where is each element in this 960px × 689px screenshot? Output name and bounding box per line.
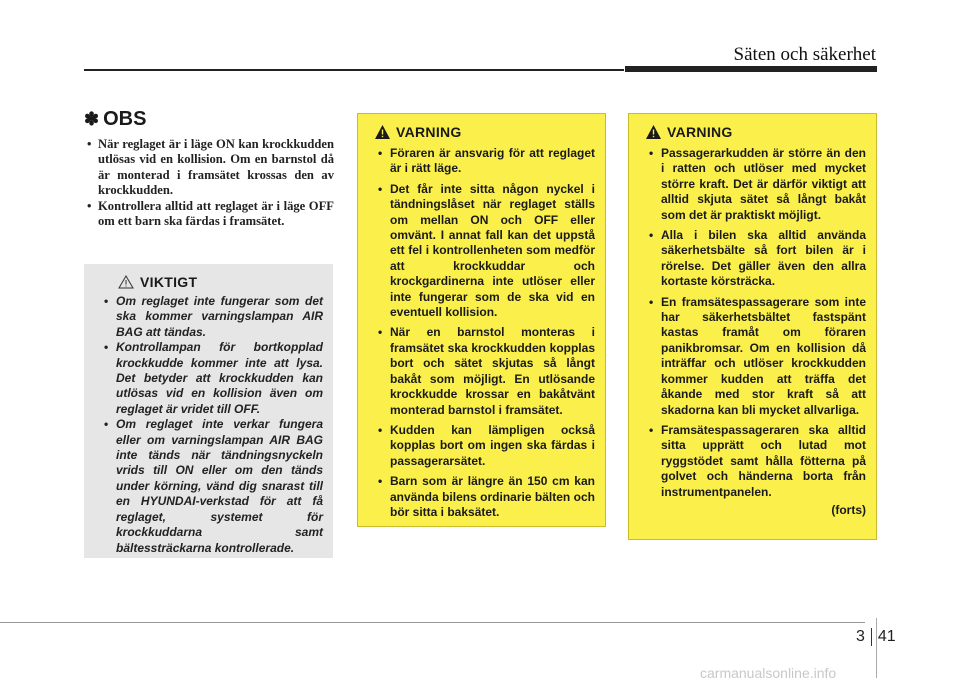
- obs-item: • Kontrollera alltid att reglaget är i läge OFF om ett barn ska färdas i framsätet.: [84, 199, 334, 230]
- viktigt-box: [84, 264, 333, 558]
- watermark-text: carmanualsonline.info: [700, 665, 837, 681]
- chapter-number: 3: [856, 628, 865, 645]
- varning-item: • Det får inte sitta någon nyckel i tändningslåset när reglaget ställs om mellan ON och OFF eller omvänt. I annat fall kan det uppstå ett fel i kontrollenheten som medför att krockkuddar och krockgardinerna inte utlöser eller inte fungerar som de ska vid en eventuell kollision.: [368, 182, 595, 321]
- warning-icon: [374, 124, 391, 140]
- varning-box-2: [628, 113, 877, 540]
- warning-icon: [645, 124, 662, 140]
- obs-heading: [84, 108, 334, 131]
- page-number-value: 41: [877, 628, 896, 645]
- viktigt-list: [94, 294, 323, 556]
- obs-item: • När reglaget är i läge ON kan krockkudden utlösas vid en kollision. Om en barnstol då är monterad i framsätet krossas den av krockkudden.: [84, 137, 334, 199]
- varning-item: • En framsätespassagerare som inte har säkerhetsbältet fastspänt kastas framåt om föraren panikbromsar. Om en kollision då inträffar och utlöser krockkudden kommer kudden att träffa det åkande med stor kraft så att skadorna kan bli mycket allvarliga.: [639, 295, 866, 418]
- header-accent-bar: [625, 66, 877, 72]
- varning-heading: [639, 124, 866, 140]
- varning-heading: [368, 124, 595, 140]
- varning-title: VARNING: [396, 124, 462, 140]
- footer-vertical-rule: [876, 618, 877, 678]
- viktigt-item: • Om reglaget inte verkar fungera eller om varningslampan AIR BAG inte tänds när tändningsnyckeln vrids till ON eller om den tänds under körning, vänd dig snarast till en HYUNDAI-verkstad för att få reglaget, systemet för krockkuddarna samt bältessträckarna kontrollerade.: [94, 417, 323, 556]
- obs-note: [84, 108, 334, 229]
- varning-item: • Passagerarkudden är större än den i ratten och utlöser med mycket större kraft. Det är därför viktigt att alltid skjuta sätet så långt bakåt som det är praktiskt möjligt.: [639, 146, 866, 223]
- page-number: [856, 628, 896, 646]
- header-divider: [84, 69, 624, 71]
- viktigt-item: • Kontrollampan för bortkopplad krockkudde kommer inte att lysa. Det betyder att krockkudden kan utlösas vid en kollision även om reglaget är vridet till OFF.: [94, 340, 323, 417]
- page-number-separator: [871, 628, 872, 646]
- varning-item: • Kudden kan lämpligen också kopplas bort om ingen ska färdas i passagerarsätet.: [368, 423, 595, 469]
- viktigt-item: • Om reglaget inte fungerar som det ska kommer varningslampan AIR BAG att tändas.: [94, 294, 323, 340]
- varning-list: [368, 146, 595, 520]
- varning-list: [639, 146, 866, 500]
- viktigt-heading: [94, 274, 323, 290]
- page-header-title: Säten och säkerhet: [733, 44, 876, 65]
- varning-item: • Barn som är längre än 150 cm kan använda bilens ordinarie bälten och bör sitta i baksätet.: [368, 474, 595, 520]
- varning-item: • Framsätespassageraren ska alltid sitta upprätt och lutad mot ryggstödet samt hålla fötterna på golvet och händerna borta från instrumentpanelen.: [639, 423, 866, 500]
- varning-item: • Alla i bilen ska alltid använda säkerhetsbälte så fort bilen är i rörelse. Det gäller även den allra kortaste körsträcka.: [639, 228, 866, 290]
- asterisk-icon: ✽: [84, 109, 100, 129]
- obs-title: OBS: [103, 108, 147, 130]
- warning-outline-icon: [118, 275, 134, 289]
- continued-label: (forts): [831, 502, 866, 517]
- varning-title: VARNING: [667, 124, 733, 140]
- footer-divider: [0, 622, 865, 623]
- varning-box-1: [357, 113, 606, 527]
- obs-list: [84, 137, 334, 229]
- varning-item: • När en barnstol monteras i framsätet ska krockkudden kopplas bort och sätet skjutas så långt bakåt som möjligt. En utlösande krockkudde krossar en bakåtvänt monterad barnstol i framsätet.: [368, 325, 595, 417]
- viktigt-title: VIKTIGT: [140, 274, 198, 290]
- varning-item: • Föraren är ansvarig för att reglaget är i rätt läge.: [368, 146, 595, 177]
